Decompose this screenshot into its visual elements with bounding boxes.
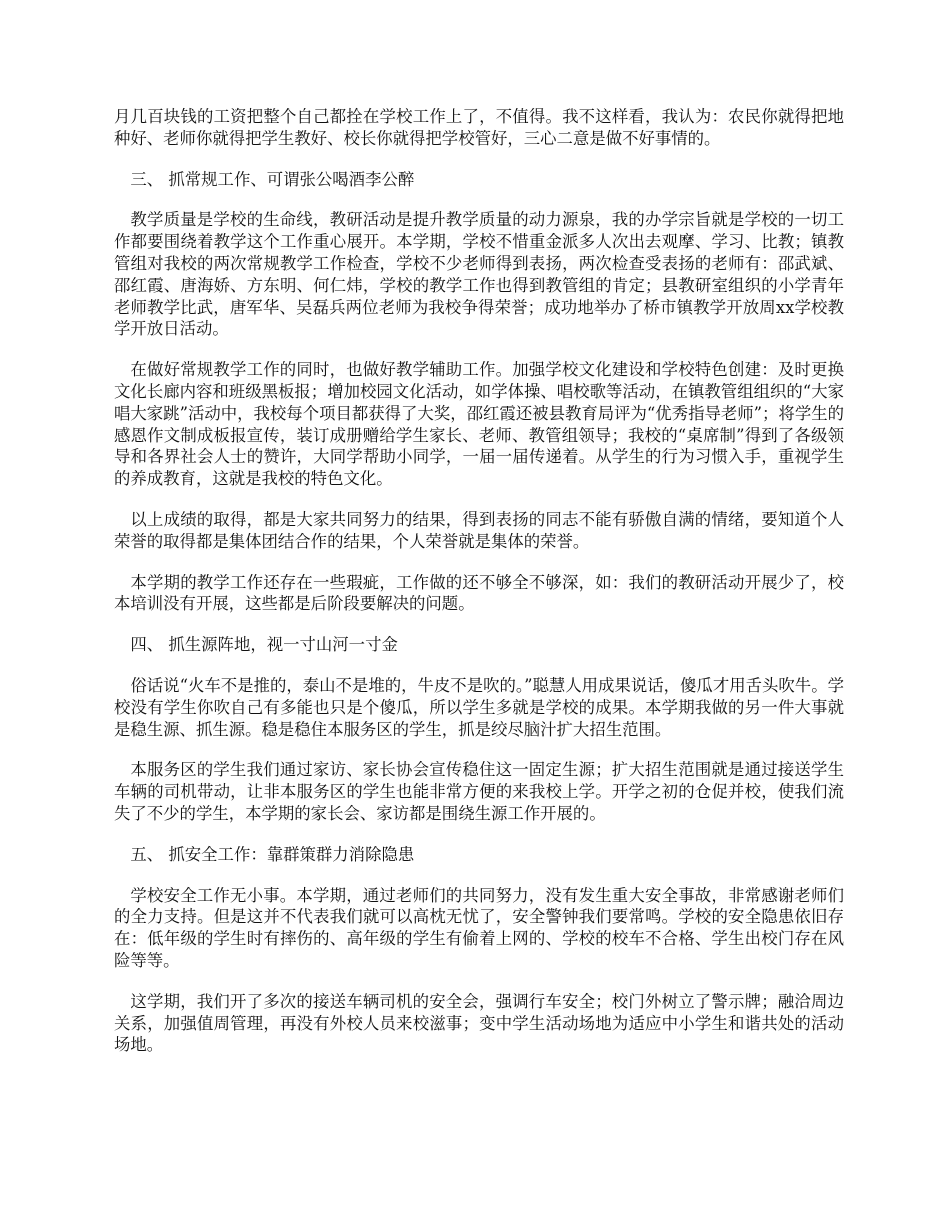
paragraph-teaching-quality: 教学质量是学校的生命线，教研活动是提升教学质量的动力源泉，我的办学宗旨就是学校的一切工作都要围绕着教学这个工作重心展开。本学期，学校不惜重金派多人次出去观摩、学习、比教；镇教管组对我校的两次常规教学工作检查，学校不少老师得到表扬，两次检查受表扬的老师有：邵武斌、邵红霞、唐海娇、方东明、何仁炜，学校的教学工作也得到教管组的肯定；县教研室组织的小学青年老师教学比武，唐军华、吴磊兵两位老师为我校争得荣誉；成功地举办了桥市镇教学开放周xx学校教学开放日活动。 [114,210,844,339]
paragraph-continuation: 月几百块钱的工资把整个自己都拴在学校工作上了，不值得。我不这样看，我认为：农民你就得把地种好、老师你就得把学生教好、校长你就得把学校管好，三心二意是做不好事情的。 [114,107,844,148]
section-heading-5: 五、 抓安全工作：靠群策群力消除隐患 [130,844,415,864]
paragraph-shortcomings: 本学期的教学工作还存在一些瑕疵，工作做的还不够全不够深，如：我们的教研活动开展少了，校本培训没有开展，这些都是后阶段要解决的问题。 [114,572,844,614]
paragraph-enrollment-measures: 本服务区的学生我们通过家访、家长协会宣传稳住这一固定生源；扩大招生范围就是通过接送学生车辆的司机带动，让非本服务区的学生也能非常方便的来我校上学。开学之初的仓促并校，使我们流失了不少的学生，本学期的家长会、家访都是围绕生源工作开展的。 [114,760,844,823]
paragraph-enrollment-proverb: 俗话说“火车不是推的，泰山不是堆的，牛皮不是吹的。”聪慧人用成果说话，傻瓜才用舌头吹牛。学校没有学生你吹自己有多能也只是个傻瓜，所以学生多就是学校的成果。本学期我做的另一件大事就是稳生源、抓生源。稳是稳住本服务区的学生，抓是绞尽脑汁扩大招生范围。 [114,675,844,739]
paragraph-safety-measures: 这学期，我们开了多次的接送车辆司机的安全会，强调行车安全；校门外树立了警示牌；融洽周边关系，加强值周管理，再没有外校人员来校滋事；变中学生活动场地为适应中小学生和谐共处的活动场地。 [114,991,844,1055]
section-heading-3: 三、 抓常规工作、可谓张公喝酒李公醉 [130,169,415,189]
paragraph-auxiliary-work: 在做好常规教学工作的同时，也做好教学辅助工作。加强学校文化建设和学校特色创建：及时更换文化长廊内容和班级黑板报；增加校园文化活动，如学体操、唱校歌等活动，在镇教管组组织的“大家唱大家跳”活动中，我校每个项目都获得了大奖，邵红霞还被县教育局评为“优秀指导老师”；将学生的感恩作文制成板报宣传，装订成册赠给学生家长、老师、教管组领导；我校的“桌席制”得到了各级领导和各界社会人士的赞许，大同学帮助小同学，一届一届传递着。从学生的行为习惯入手，重视学生的养成教育，这就是我校的特色文化。 [114,360,844,489]
document-page [114,106,844,1075]
paragraph-safety-status: 学校安全工作无小事。本学期，通过老师们的共同努力，没有发生重大安全事故，非常感谢老师们的全力支持。但是这并不代表我们就可以高枕无忧了，安全警钟我们要常鸣。学校的安全隐患依旧存在：低年级的学生时有摔伤的、高年级的学生有偷着上网的、学校的校车不合格、学生出校门存在风险等等。 [114,885,844,970]
paragraph-achievements: 以上成绩的取得，都是大家共同努力的结果，得到表扬的同志不能有骄傲自满的情绪，要知道个人荣誉的取得都是集体团结合作的结果，个人荣誉就是集体的荣誉。 [114,509,844,551]
section-heading-4: 四、 抓生源阵地，视一寸山河一寸金 [130,635,398,655]
